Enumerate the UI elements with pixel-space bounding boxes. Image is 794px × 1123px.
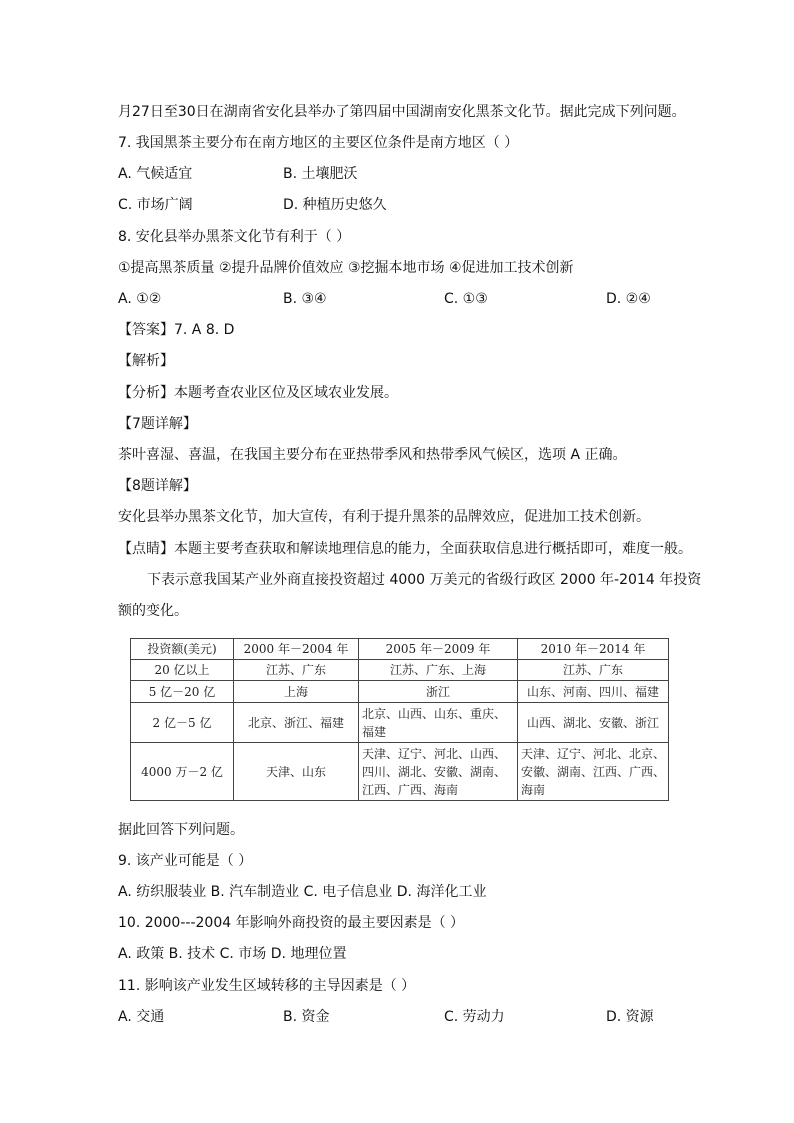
question-11-stem: 11. 影响该产业发生区域转移的主导因素是（ ） — [118, 978, 416, 994]
q8-option-b: B. ③④ — [283, 291, 327, 307]
table-cell: 北京、山西、山东、重庆、福建 — [359, 703, 518, 743]
table-cell: 天津、辽宁、河北、山西、四川、湖北、安徽、湖南、江西、广西、海南 — [359, 743, 518, 801]
q8-items: ①提高黑茶质量 ②提升品牌价值效应 ③挖掘本地市场 ④促进加工技术创新 — [118, 260, 574, 276]
after-table-text: 据此回答下列问题。 — [118, 822, 244, 838]
detail-8-text: 安化县举办黑茶文化节，加大宣传，有利于提升黑茶的品牌效应，促进加工技术创新。 — [118, 509, 650, 525]
table-cell: 江苏、广东、上海 — [359, 660, 518, 681]
table-cell: 2 亿－5 亿 — [131, 703, 234, 743]
table-cell: 山东、河南、四川、福建 — [518, 681, 669, 703]
q8-option-d: D. ②④ — [606, 291, 651, 307]
q8-option-c: C. ①③ — [444, 291, 488, 307]
table-cell: 江苏、广东 — [234, 660, 359, 681]
table-cell: 5 亿－20 亿 — [131, 681, 234, 703]
q9-options: A. 纺织服装业 B. 汽车制造业 C. 电子信息业 D. 海洋化工业 — [118, 884, 487, 900]
table-cell: 北京、浙江、福建 — [234, 703, 359, 743]
question-7-stem: 7. 我国黑茶主要分布在南方地区的主要区位条件是南方地区（ ） — [118, 135, 519, 151]
table-row — [131, 703, 669, 743]
table-header-cell: 2005 年－2009 年 — [359, 639, 518, 660]
table-row — [131, 660, 669, 681]
table-intro-line-2: 额的变化。 — [118, 603, 188, 619]
table-cell: 山西、湖北、安徽、浙江 — [518, 703, 669, 743]
table-header-cell: 2010 年－2014 年 — [518, 639, 669, 660]
table-row — [131, 681, 669, 703]
q7-option-a: A. 气候适宜 — [118, 166, 193, 182]
table-row — [131, 743, 669, 801]
q10-options: A. 政策 B. 技术 C. 市场 D. 地理位置 — [118, 946, 347, 962]
table-cell: 天津、辽宁、河北、北京、安徽、湖南、江西、广西、海南 — [518, 743, 669, 801]
table-cell: 浙江 — [359, 681, 518, 703]
key-point: 【点睛】本题主要考查获取和解读地理信息的能力，全面获取信息进行概括即可，难度一般。 — [118, 541, 692, 557]
table-intro-line-1: 下表示意我国某产业外商直接投资超过 4000 万美元的省级行政区 2000 年-2014 年投资 — [147, 572, 702, 588]
intro-paragraph: 月27日至30日在湖南省安化县举办了第四届中国湖南安化黑茶文化节。据此完成下列问题。 — [118, 104, 686, 120]
q11-option-c: C. 劳动力 — [444, 1009, 505, 1025]
table-header-cell: 2000 年－2004 年 — [234, 639, 359, 660]
table-cell: 天津、山东 — [234, 743, 359, 801]
analysis-summary: 【分析】本题考查农业区位及区域农业发展。 — [118, 385, 398, 401]
q8-option-a: A. ①② — [118, 291, 162, 307]
question-8-stem: 8. 安化县举办黑茶文化节有利于（ ） — [118, 229, 351, 245]
q7-option-b: B. 土壤肥沃 — [283, 166, 358, 182]
q7-option-c: C. 市场广阔 — [118, 197, 193, 213]
detail-7-text: 茶叶喜湿、喜温，在我国主要分布在亚热带季风和热带季风气候区，选项 A 正确。 — [118, 447, 627, 463]
detail-8-heading: 【8题详解】 — [118, 478, 197, 494]
table-header-cell: 投资额(美元) — [131, 639, 234, 660]
table-cell: 20 亿以上 — [131, 660, 234, 681]
table-cell: 4000 万－2 亿 — [131, 743, 234, 801]
q11-option-a: A. 交通 — [118, 1009, 165, 1025]
q11-option-b: B. 资金 — [283, 1009, 330, 1025]
question-10-stem: 10. 2000---2004 年影响外商投资的最主要因素是（ ） — [118, 915, 465, 931]
question-9-stem: 9. 该产业可能是（ ） — [118, 853, 253, 869]
detail-7-heading: 【7题详解】 — [118, 416, 197, 432]
q11-option-d: D. 资源 — [606, 1009, 654, 1025]
q7-option-d: D. 种植历史悠久 — [283, 197, 387, 213]
investment-table — [130, 638, 669, 801]
table-cell: 江苏、广东 — [518, 660, 669, 681]
table-cell: 上海 — [234, 681, 359, 703]
table-header-row — [131, 639, 669, 660]
analysis-heading: 【解析】 — [118, 353, 174, 369]
answer-line: 【答案】7. A 8. D — [118, 322, 235, 338]
